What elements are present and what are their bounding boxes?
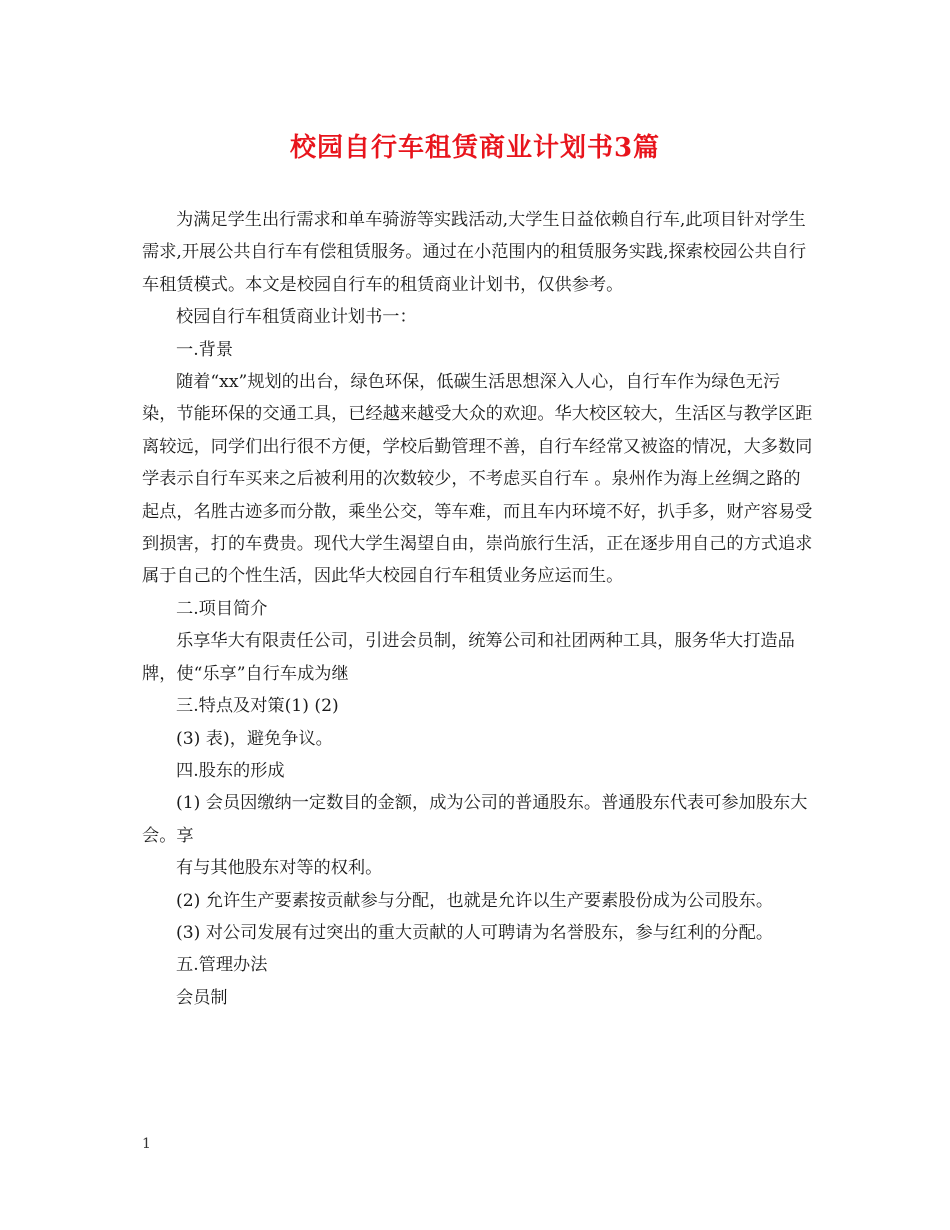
section-heading-management: 五.管理办法 [176,955,268,976]
document-body [142,204,814,1014]
section-heading-project-intro: 二.项目简介 [176,598,268,619]
shareholders-item-1-continued: 有与其他股东对等的权利。 [176,858,383,879]
section-heading-background: 一.背景 [176,339,234,360]
section-heading-shareholders: 四.股东的形成 [176,760,285,781]
intro-paragraph: 为满足学生出行需求和单车骑游等实践活动,大学生日益依赖自行车,此项目针对学生需求,开展公共自行车有偿租赁服务。通过在小范围内的租赁服务实践,探索校园公共自行车租赁模式。本文是校园自行车的租赁商业计划书，仅供参考。 [142,210,807,295]
section-heading-features: 三.特点及对策(1) (2) [176,696,339,717]
page-number: 1 [142,1136,151,1152]
shareholders-item-1: (1) 会员因缴纳一定数目的金额，成为公司的普通股东。普通股东代表可参加股东大会。享 [142,793,808,846]
shareholders-item-3: (3) 对公司发展有过突出的重大贡献的人可聘请为名誉股东，参与红利的分配。 [176,922,774,943]
plan-one-heading: 校园自行车租赁商业计划书一： [176,307,417,328]
document-title: 校园自行车租赁商业计划书3篇 [289,133,661,163]
background-paragraph: 随着“xx”规划的出台，绿色环保，低碳生活思想深入人心，自行车作为绿色无污染，节能环保的交通工具，已经越来越受大众的欢迎。华大校区较大，生活区与教学区距离较远，同学们出行很不方便，学校后勤管理不善，自行车经常又被盗的情况，大多数同学表示自行车买来之后被利用的次数较少，不考虑买自行车 。泉州作为海上丝绸之路的起点，名胜古迹多而分散，乘坐公交，等车难，而且车内环境不好，扒手多，财产容易受到损害，打的车费贵。现代大学生渴望自由，崇尚旅行生活，正在逐步用自己的方式追求属于自己的个性生活，因此华大校园自行车租赁业务应运而生。 [142,372,813,587]
shareholders-item-2: (2) 允许生产要素按贡献参与分配，也就是允许以生产要素股份成为公司股东。 [176,890,774,911]
project-intro-paragraph: 乐享华大有限责任公司，引进会员制，统筹公司和社团两种工具，服务华大打造品牌，使“乐享”自行车成为继 [142,631,795,684]
membership-paragraph: 会员制 [176,987,228,1008]
features-item-3: (3) 表)，避免争议。 [176,728,333,749]
